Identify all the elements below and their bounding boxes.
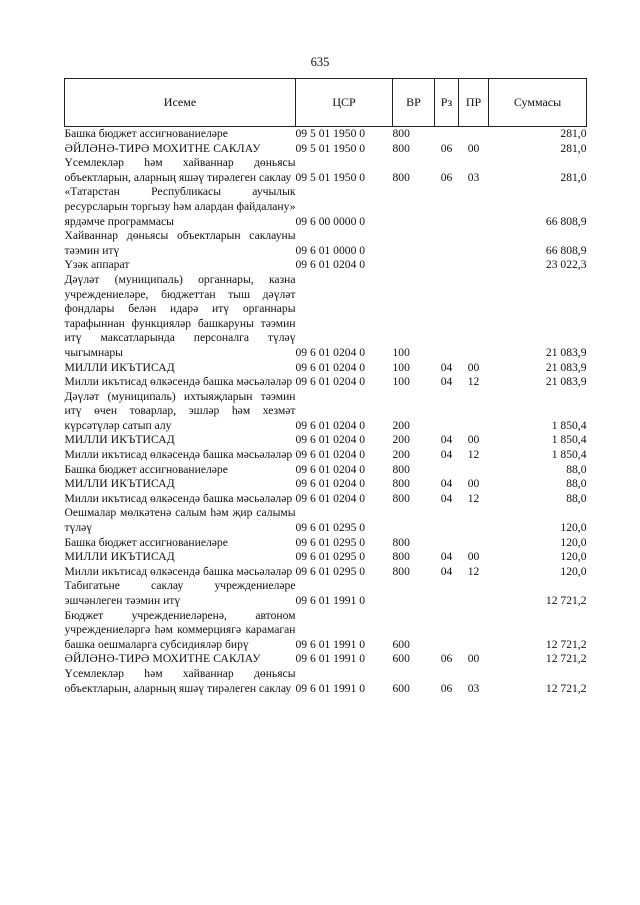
cell-sum: 1 850,4	[551, 433, 587, 447]
cell-name: МИЛЛИ ИКЪТИСАД	[64, 433, 175, 447]
table-row	[65, 375, 587, 390]
cell-sum: 21 083,9	[545, 345, 587, 359]
cell-csr: 09 5 01 1950 0	[295, 170, 366, 184]
cell-sum: 1 850,4	[551, 418, 587, 432]
cell-name: Башка бюджет ассигнованиеләре	[64, 462, 228, 476]
cell-sum: 1 850,4	[551, 448, 587, 462]
cell-name: МИЛЛИ ИКЪТИСАД	[64, 550, 175, 564]
column-header-sum: Суммасы	[489, 79, 587, 127]
cell-rz: 06	[440, 170, 453, 184]
cell-vr	[393, 229, 435, 258]
table-row	[65, 258, 587, 273]
table-row	[65, 550, 587, 565]
cell-name: Дәүләт (муниципаль) органнары, казна учреждениеләре, бюджеттан тыш дәүләт фондлары белән идарә итү органнары тарафыннан функцияләр башкаруны тәэмин итү максатларында персоналга түләү чыгымнары	[64, 272, 296, 359]
cell-sum: 66 808,9	[545, 243, 587, 257]
cell-pr	[459, 127, 489, 142]
cell-name: ӘЙЛӘНӘ-ТИРӘ МОХИТНЕ САКЛАУ	[64, 141, 261, 155]
cell-name: ӘЙЛӘНӘ-ТИРӘ МОХИТНЕ САКЛАУ	[64, 652, 261, 666]
cell-vr: 600	[392, 652, 410, 666]
cell-sum: 281,0	[560, 127, 587, 140]
cell-rz: 06	[440, 681, 453, 695]
cell-pr: 12	[467, 375, 480, 389]
table-body	[65, 127, 587, 697]
cell-pr: 12	[467, 448, 480, 462]
cell-name: Үсемлекләр һәм хайваннар дөньясы объектларын, аларның яшәү тирәлеген саклау	[64, 666, 296, 695]
cell-sum: 281,0	[560, 170, 587, 184]
cell-csr: 09 6 01 0295 0	[295, 564, 366, 578]
cell-csr: 09 6 01 1991 0	[295, 652, 366, 666]
cell-vr: 800	[392, 462, 410, 476]
cell-vr: 800	[392, 141, 410, 155]
cell-pr: 00	[467, 360, 480, 374]
table-row	[65, 667, 587, 696]
table-row	[65, 565, 587, 580]
cell-rz	[435, 127, 459, 142]
table-row	[65, 609, 587, 653]
cell-pr	[459, 536, 489, 551]
cell-csr: 09 6 01 0204 0	[295, 477, 366, 491]
cell-sum: 12 721,2	[545, 652, 587, 666]
column-header-name: Исеме	[65, 79, 296, 127]
budget-table	[64, 78, 587, 696]
cell-csr: 09 6 01 0204 0	[295, 433, 366, 447]
table-row	[65, 433, 587, 448]
cell-rz: 06	[440, 141, 453, 155]
cell-csr: 09 6 01 0204 0	[295, 375, 366, 389]
cell-rz: 04	[440, 448, 453, 462]
cell-sum: 23 022,3	[545, 258, 587, 272]
cell-name: Милли икътисад өлкәсендә башка мәсьәләләр	[64, 375, 293, 389]
cell-name: Башка бюджет ассигнованиеләре	[64, 127, 228, 140]
cell-name: Милли икътисад өлкәсендә башка мәсьәләләр	[64, 491, 293, 505]
cell-pr: 00	[467, 652, 480, 666]
cell-rz	[435, 506, 459, 535]
column-header-pr: ПР	[459, 79, 489, 127]
cell-sum: 120,0	[560, 535, 587, 549]
table-row	[65, 361, 587, 376]
cell-rz	[435, 273, 459, 361]
cell-csr: 09 6 01 0204 0	[295, 345, 366, 359]
cell-rz	[435, 463, 459, 478]
cell-name: Хайваннар дөньясы объектларын саклауны тәэмин итү	[64, 229, 296, 257]
cell-csr: 09 6 01 0204 0	[295, 462, 366, 476]
cell-name: МИЛЛИ ИКЪТИСАД	[64, 477, 175, 491]
cell-vr: 100	[392, 375, 410, 389]
cell-rz: 04	[440, 564, 453, 578]
column-header-rz: Рз	[435, 79, 459, 127]
cell-pr: 03	[467, 170, 480, 184]
cell-vr: 800	[392, 535, 410, 549]
table-row	[65, 390, 587, 434]
cell-name: Дәүләт (муниципаль) ихтыяҗларын тәэмин итү өчен товарлар, эшләр һәм хезмәт күрсәтүләр сатып алу	[64, 389, 296, 432]
cell-rz: 04	[440, 491, 453, 505]
table-row	[65, 536, 587, 551]
cell-sum: 120,0	[560, 550, 587, 564]
cell-vr: 800	[392, 477, 410, 491]
cell-name: Башка бюджет ассигнованиеләре	[64, 535, 228, 549]
cell-pr	[459, 506, 489, 535]
cell-pr: 00	[467, 550, 480, 564]
cell-name: МИЛЛИ ИКЪТИСАД	[64, 360, 175, 374]
cell-pr: 00	[467, 477, 480, 491]
cell-vr: 600	[392, 637, 410, 651]
cell-csr: 09 6 01 0000 0	[295, 243, 366, 257]
cell-sum: 66 808,9	[545, 214, 587, 228]
cell-pr	[459, 185, 489, 229]
cell-csr: 09 6 01 0204 0	[295, 448, 366, 462]
cell-rz: 04	[440, 433, 453, 447]
table-header	[65, 79, 587, 127]
cell-name: Бюджет учреждениеләренә, автоном учреждениеләргә һәм коммерциягә карамаган башка оешмаларга субсидияләр бирү	[64, 608, 296, 651]
cell-vr	[393, 506, 435, 535]
cell-sum: 120,0	[560, 521, 587, 535]
cell-csr: 09 6 01 0204 0	[295, 418, 366, 432]
table-row	[65, 506, 587, 535]
cell-csr: 09 6 01 1991 0	[295, 594, 366, 607]
table-row	[65, 463, 587, 478]
cell-vr: 200	[392, 433, 410, 447]
cell-sum: 21 083,9	[545, 375, 587, 389]
cell-rz	[435, 390, 459, 434]
cell-sum: 88,0	[566, 477, 587, 491]
cell-name: Оешмалар мөлкәтенә салым һәм җир салымы түләү	[64, 506, 296, 535]
cell-vr: 200	[392, 448, 410, 462]
cell-rz: 04	[440, 360, 453, 374]
cell-pr	[459, 390, 489, 434]
cell-csr: 09 6 01 0295 0	[295, 521, 366, 535]
cell-sum: 88,0	[566, 462, 587, 476]
table-row	[65, 448, 587, 463]
cell-pr: 12	[467, 564, 480, 578]
cell-sum: 21 083,9	[545, 360, 587, 374]
cell-name: Милли икътисад өлкәсендә башка мәсьәләләр	[64, 564, 293, 578]
cell-vr: 800	[392, 550, 410, 564]
cell-csr: 09 5 01 1950 0	[295, 127, 366, 140]
cell-vr: 600	[392, 681, 410, 695]
column-header-vr: ВР	[393, 79, 435, 127]
cell-name: Үсемлекләр һәм хайваннар дөньясы объектларын, аларның яшәү тирәлеген саклау	[64, 156, 296, 184]
cell-pr: 03	[467, 681, 480, 695]
cell-csr: 09 6 00 0000 0	[295, 214, 366, 228]
cell-rz: 06	[440, 652, 453, 666]
cell-pr: 00	[467, 141, 480, 155]
table-row	[65, 652, 587, 667]
cell-sum: 88,0	[566, 491, 587, 505]
cell-vr: 800	[392, 127, 410, 140]
table-row	[65, 156, 587, 185]
cell-csr: 09 5 01 1950 0	[295, 141, 366, 155]
cell-pr	[459, 273, 489, 361]
cell-pr: 00	[467, 433, 480, 447]
cell-sum: 281,0	[560, 141, 587, 155]
cell-vr	[393, 185, 435, 229]
cell-rz	[435, 258, 459, 273]
cell-vr	[393, 579, 435, 608]
table-row	[65, 273, 587, 361]
cell-rz: 04	[440, 375, 453, 389]
cell-sum: 12 721,2	[545, 637, 587, 651]
cell-rz	[435, 536, 459, 551]
cell-pr	[459, 463, 489, 478]
table-row	[65, 492, 587, 507]
table-row	[65, 579, 587, 608]
page-number: 635	[310, 55, 330, 69]
cell-csr: 09 6 01 0204 0	[295, 491, 366, 505]
cell-csr: 09 6 01 1991 0	[295, 681, 366, 695]
cell-vr: 100	[392, 345, 410, 359]
cell-name: Табигатьне саклау учреждениеләре эшчәнлеген тәэмин итү	[64, 579, 296, 607]
table-row	[65, 142, 587, 157]
cell-name: «Татарстан Республикасы аучылык ресурсларын торгызу һәм алардан файдалану» ярдәмче программасы	[64, 185, 296, 228]
cell-pr	[459, 609, 489, 653]
cell-vr: 100	[392, 360, 410, 374]
cell-csr: 09 6 01 0295 0	[295, 535, 366, 549]
cell-sum: 12 721,2	[545, 594, 587, 607]
cell-pr: 12	[467, 491, 480, 505]
cell-pr	[459, 258, 489, 273]
cell-pr	[459, 229, 489, 258]
table-row	[65, 127, 587, 142]
cell-vr: 800	[392, 170, 410, 184]
cell-sum: 120,0	[560, 564, 587, 578]
cell-vr	[393, 258, 435, 273]
cell-csr: 09 6 01 1991 0	[295, 637, 366, 651]
column-header-csr: ЦСР	[296, 79, 393, 127]
cell-rz	[435, 579, 459, 608]
cell-pr	[459, 579, 489, 608]
cell-rz	[435, 229, 459, 258]
cell-name: Үзәк аппарат	[64, 258, 130, 272]
cell-rz: 04	[440, 477, 453, 491]
cell-csr: 09 6 01 0204 0	[295, 360, 366, 374]
cell-csr: 09 6 01 0204 0	[295, 258, 366, 272]
cell-sum: 12 721,2	[545, 681, 587, 695]
cell-rz	[435, 185, 459, 229]
table-row	[65, 477, 587, 492]
cell-rz	[435, 609, 459, 653]
cell-vr: 800	[392, 564, 410, 578]
cell-vr: 800	[392, 491, 410, 505]
table-row	[65, 185, 587, 229]
cell-vr: 200	[392, 418, 410, 432]
cell-name: Милли икътисад өлкәсендә башка мәсьәләләр	[64, 448, 293, 462]
table-row	[65, 229, 587, 258]
cell-rz: 04	[440, 550, 453, 564]
cell-csr: 09 6 01 0295 0	[295, 550, 366, 564]
